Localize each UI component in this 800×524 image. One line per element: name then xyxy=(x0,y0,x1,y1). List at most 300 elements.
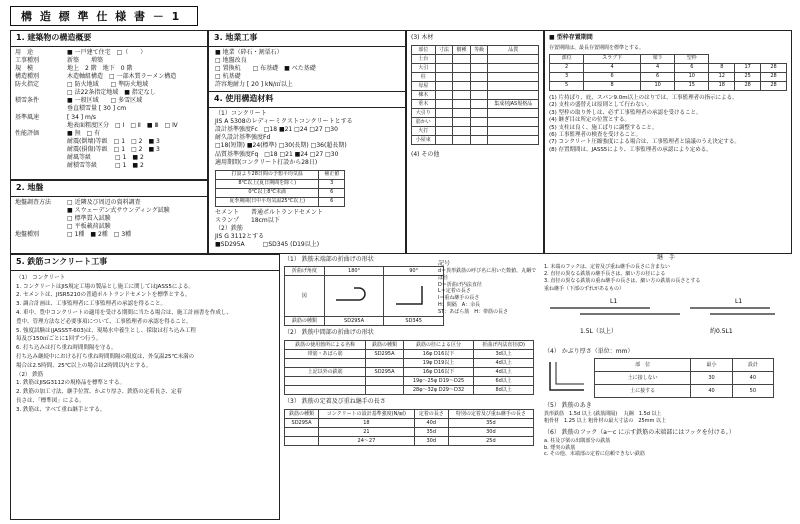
cover-table xyxy=(594,358,774,398)
hook-title: （6） 鉄筋のフック（a〜c に示す鉄筋の末端部にはフックを付ける。） xyxy=(544,428,735,436)
table-header: 部 位 xyxy=(595,359,691,372)
table-row xyxy=(412,64,539,73)
list-item: 2. 鉄筋の加工寸法、継手位置、かぶり厚さ、鉄筋の定着長さ、定着 xyxy=(16,389,183,396)
list-item: □ 地盤改良 xyxy=(215,56,247,64)
bend-shape-table xyxy=(284,266,444,326)
lap-joint-diagram xyxy=(540,293,780,343)
table-cell xyxy=(470,55,488,64)
overview-list xyxy=(11,47,207,172)
cover-diagram xyxy=(544,358,588,398)
row-value: 耐積雪等級 □ 1 ■ 2 xyxy=(67,162,144,170)
table-cell: 4d以上 xyxy=(474,359,534,368)
list-item: JIS A 5308のレディーミクストコンクリートとする xyxy=(215,118,353,126)
table-row xyxy=(412,118,539,127)
section-rc-work xyxy=(10,254,280,520)
gap-list xyxy=(540,411,792,425)
wood-table xyxy=(411,45,539,145)
joint-sub: 重ね継手（下部のずれがあるもの） xyxy=(544,286,625,293)
table-cell xyxy=(470,73,488,82)
table-cell: 3 xyxy=(319,179,345,188)
section-ground xyxy=(10,180,208,254)
section-heading: 1. 建築物の構造概要 xyxy=(11,31,207,47)
row-value: □ 法22条指定地域 ■ 指定なし xyxy=(67,89,156,97)
list-item: 粗骨材 1.25 以上 粗骨材の最大寸法の 25mm 以上 xyxy=(544,418,667,425)
foundation-list xyxy=(209,47,405,91)
table-cell xyxy=(435,136,453,145)
table-cell xyxy=(470,127,488,136)
list-item xyxy=(15,114,203,122)
list-item: a. 柱及び梁の出隅部分の鉄筋 xyxy=(544,437,611,444)
list-item xyxy=(15,130,203,138)
table-row xyxy=(285,359,534,368)
table-header: 特別の定着及び重ね継手の長さ xyxy=(448,410,533,419)
table-cell: SD295A xyxy=(366,350,404,359)
row-value: ■ 一戸建て住宅 □（ ） xyxy=(67,48,147,56)
list-item: 毎及び150㎥ごとに1回ずつ行う。 xyxy=(16,336,102,343)
bend-title-1: （1） 鉄筋末端部の折曲げの形状 xyxy=(284,256,374,263)
other-label: (4) その他 xyxy=(411,151,440,159)
list-item: JIS G 3112とする xyxy=(215,233,265,240)
table-cell xyxy=(488,73,539,82)
hook-90-diagram xyxy=(384,276,444,317)
row-value: ■ スウェーデン式サウンディング試験 xyxy=(67,206,170,214)
table-cell: 4d以上 xyxy=(474,368,534,377)
table-cell: 6 xyxy=(319,188,345,197)
row-label xyxy=(15,122,63,130)
table-row xyxy=(595,385,774,398)
list-item: (8) 存置期間は、JASS5により、工事監理者の承認により定める。 xyxy=(549,146,712,153)
row-value: ■ 一般区域 □ 多雪区域 xyxy=(67,97,143,105)
table-header: 品質 xyxy=(488,46,539,55)
section-heading: 4. 使用構造材料 xyxy=(209,91,405,108)
table-cell xyxy=(435,118,453,127)
table-row xyxy=(285,377,534,386)
table-row xyxy=(216,197,345,206)
table-row xyxy=(412,55,539,64)
list-item: （1）コンクリート xyxy=(215,110,267,118)
table-cell: 28 xyxy=(735,81,761,90)
row-label xyxy=(15,215,63,223)
table-cell xyxy=(435,100,453,109)
table-cell: 16φ D16以下 xyxy=(403,368,473,377)
rc-list xyxy=(11,271,279,418)
row-label: 用 途 xyxy=(15,48,34,56)
table-cell xyxy=(470,82,488,91)
table-cell: 小屋束 xyxy=(412,136,436,145)
list-item: l＝重ね継手の長さ xyxy=(438,295,480,302)
table-header: 寸法 xyxy=(435,46,453,55)
table-cell xyxy=(470,118,488,127)
list-item: ■SD295A □SD345 (D19以上) xyxy=(215,241,320,249)
row-value: □ 近隣及び周辺の資料調査 xyxy=(67,198,141,206)
list-item: 耐久設計基準強度Fd xyxy=(215,134,271,142)
list-item: 1. 末端のフックは、定着及び重ね継手の長さに含まない xyxy=(544,264,671,271)
table-header: 等級 xyxy=(470,46,488,55)
list-item: H：間隔 A：余長 xyxy=(438,301,481,308)
table-row xyxy=(412,82,539,91)
list-item: (4) 継ぎ目は所定の位置とする。 xyxy=(549,117,631,124)
table-row xyxy=(550,63,787,72)
row-label xyxy=(15,207,63,215)
table-cell: 24〜27 xyxy=(319,437,415,446)
list-item: セメント 普通ポルトランドセメント xyxy=(215,208,323,216)
table-header: 最小 xyxy=(691,359,732,372)
table-header: 折曲げ角度 xyxy=(285,267,325,276)
table-cell: 10 xyxy=(641,81,675,90)
table-cell: 8d以上 xyxy=(474,386,534,395)
table-cell: 6 xyxy=(319,197,345,206)
table-row xyxy=(412,100,539,109)
table-cell: 40 xyxy=(732,372,773,385)
table-cell: 4 xyxy=(641,63,675,72)
table-header: コンクリートの設計基準強度(N/㎟) xyxy=(319,410,415,419)
table-cell: 6 xyxy=(675,63,709,72)
table-cell: 垂木 xyxy=(412,100,436,109)
lap-label: L1 xyxy=(735,298,743,306)
section-heading: 2. 地盤 xyxy=(11,181,207,197)
row-label xyxy=(15,138,63,146)
list-item xyxy=(15,215,203,223)
symbols-list xyxy=(438,268,538,315)
row-label: 防火指定 xyxy=(15,81,40,89)
list-item: （1） コンクリート xyxy=(16,274,66,281)
list-item xyxy=(15,223,203,231)
table-header: 梁下 xyxy=(641,54,675,63)
list-item xyxy=(15,199,203,207)
table-cell: 25d xyxy=(448,437,533,446)
table-cell: 28 xyxy=(761,81,787,90)
table-cell xyxy=(453,127,471,136)
list-item: (6) 工事監理者の検査を受けること。 xyxy=(549,131,642,138)
table-header: 設計 xyxy=(732,359,773,372)
hook-list xyxy=(540,438,792,458)
list-item xyxy=(15,146,203,154)
table-cell xyxy=(435,73,453,82)
list-item: □ 杭基礎 xyxy=(215,73,241,81)
list-item xyxy=(15,231,203,239)
table-cell: 夏季期間(日中平均気温25℃以上) xyxy=(216,197,319,206)
table-cell xyxy=(285,428,319,437)
list-item: L＝定着の長さ xyxy=(438,288,471,295)
table-cell xyxy=(435,127,453,136)
table-header: 鉄筋の種類 xyxy=(366,341,404,350)
table-header: 部位 xyxy=(412,46,436,55)
table-header: 鉄筋の種類 xyxy=(285,317,325,326)
table-header: 折曲げ内法直径(D) xyxy=(474,341,534,350)
row-label xyxy=(15,223,63,231)
row-label: 積雪条件 xyxy=(15,97,40,105)
table-header: 鉄筋の種類 xyxy=(285,410,319,419)
row-value: [ 34 ] m/s xyxy=(67,113,97,121)
table-cell xyxy=(366,359,404,368)
table-cell: 棟木 xyxy=(412,91,436,100)
table-cell: 35d xyxy=(414,428,448,437)
row-value: 耐風等級 □ 1 ■ 2 xyxy=(67,154,144,162)
table-row xyxy=(216,179,345,188)
table-cell xyxy=(453,118,471,127)
row-label xyxy=(15,146,63,154)
list-item: 6. 打ち込みは打ち重ね時間間隔を守る。 xyxy=(16,345,117,352)
table-header: 鉄筋の使用箇所による名称 xyxy=(285,341,366,350)
table-row xyxy=(550,81,787,90)
table-cell xyxy=(435,109,453,118)
row-value: □ 1種 ■ 2種 □ 3種 xyxy=(67,231,132,239)
table-cell: 6d以上 xyxy=(474,377,534,386)
ground-list xyxy=(11,197,207,241)
section-heading: 5. 鉄筋コンクリート工事 xyxy=(11,255,279,271)
section-symbols xyxy=(438,260,538,320)
row-value: 垂直積雪量 [ 30 ] cm xyxy=(67,105,127,113)
section-foundation xyxy=(208,30,406,254)
temperature-table xyxy=(215,170,345,207)
list-item: (1) 片持ばり、庇、スパン9.0m以上のはりでは、工事監理者の指示による。 xyxy=(549,94,738,101)
section-heading: 3. 地業工事 xyxy=(209,31,405,47)
list-item: (7) コンクリート圧縮強度による場合は、工事監理者と協議のうえ決定する。 xyxy=(549,139,740,146)
row-value: 耐震(損傷)等級 □ 1 □ 2 ■ 3 xyxy=(67,145,160,153)
list-item: 2. 直径の異なる鉄筋の継手長さは、細い方の径による xyxy=(544,270,666,277)
table-cell xyxy=(453,100,471,109)
list-item: (2) 支柱の盛替えは原則として行わない。 xyxy=(549,102,653,109)
table-row xyxy=(216,188,345,197)
bend-middle-table xyxy=(284,340,534,395)
table-cell: 母屋 xyxy=(412,82,436,91)
table-cell: 28φ〜32φ D29〜D32 xyxy=(403,386,473,395)
table-cell: 19φ〜25φ D19〜D25 xyxy=(403,377,473,386)
list-item: 2. セメントは、JISR5210の普通ポルトランドセメントを標準とする。 xyxy=(16,292,191,299)
table-cell xyxy=(285,359,366,368)
row-label: 地盤調査方法 xyxy=(15,198,52,206)
list-item xyxy=(15,105,203,113)
row-label: 性能評価 xyxy=(15,129,40,137)
hook-180-diagram xyxy=(324,276,384,317)
list-item: □18(短期) ■24(標準) □30(長期) □36(超長期) xyxy=(215,142,347,150)
table-row xyxy=(412,91,539,100)
table-row xyxy=(285,419,534,428)
table-cell: SD295A xyxy=(366,368,404,377)
table-cell: 18 xyxy=(709,81,735,90)
list-item xyxy=(15,154,203,162)
table-cell: 土台 xyxy=(412,55,436,64)
table-cell xyxy=(470,109,488,118)
table-cell: 21 xyxy=(319,428,415,437)
table-cell xyxy=(453,109,471,118)
bend-title-3: （3） 鉄筋の定着及び重ね継手の長さ xyxy=(284,398,386,406)
joint-title: 継 手 xyxy=(656,254,675,261)
table-cell xyxy=(366,377,404,386)
row-label: 地盤種別 xyxy=(15,231,40,239)
table-cell: 8℃以上(夏日期間を除く) xyxy=(216,179,319,188)
row-label xyxy=(15,105,63,113)
table-cell xyxy=(453,64,471,73)
table-cell: 40d xyxy=(414,419,448,428)
table-cell: 4 xyxy=(584,63,641,72)
table-row xyxy=(412,109,539,118)
materials-list xyxy=(209,108,405,169)
row-value: 新築 増築 xyxy=(67,56,104,64)
table-row xyxy=(285,437,534,446)
table-cell: 火打 xyxy=(412,127,436,136)
cement-list xyxy=(209,208,405,250)
row-value: □ 防火地域 □ 準防火地域 xyxy=(67,81,149,89)
row-label: 規 模 xyxy=(15,64,34,72)
list-item xyxy=(15,73,203,81)
table-cell xyxy=(488,136,539,145)
table-header: SD295A xyxy=(324,317,384,326)
table-cell xyxy=(366,386,404,395)
table-cell: 16φ D16以下 xyxy=(403,350,473,359)
formwork-notes xyxy=(545,93,791,156)
list-item: c. その他、末端部の定着に信頼できない鉄筋 xyxy=(544,451,645,458)
table-cell: 5 xyxy=(550,81,584,90)
table-cell xyxy=(453,136,471,145)
table-cell xyxy=(488,82,539,91)
row-value: 地表面粗度区分 □ Ⅰ □ Ⅱ ■ Ⅲ □ Ⅳ xyxy=(67,121,178,129)
list-item: 場合は2.5時間、25℃以上の場合は2時間以内とする。 xyxy=(16,362,152,369)
list-item: ■ 地業（砕石・割栗石） xyxy=(215,48,283,56)
list-item: 3. 調合計画は、工事監理者に工事監理者の承認を得ること。 xyxy=(16,301,166,308)
table-cell xyxy=(285,377,366,386)
list-item: 5. 強度試験は(JASS5T-603)は、現場水中養生とし、採取は打ち込み工程 xyxy=(16,327,196,334)
formwork-heading: ■ 型枠存置期間 xyxy=(549,34,593,41)
table-row xyxy=(550,72,787,81)
table-cell: 2 xyxy=(550,63,584,72)
table-row xyxy=(285,368,534,377)
table-header: 部位 xyxy=(550,54,584,63)
table-cell xyxy=(453,55,471,64)
table-header: 樹種 xyxy=(453,46,471,55)
list-item: 1. コンクリートはJIS規定工場の製品とし施工に関してはJASS5による。 xyxy=(16,283,194,290)
wood-label: (3) 木材 xyxy=(411,34,434,41)
table-cell xyxy=(488,118,539,127)
table-cell: SD295A xyxy=(285,419,319,428)
table-cell: 6 xyxy=(641,72,675,81)
formwork-sub: 存置期間は、最長存置期間を標準とする。 xyxy=(549,45,645,52)
list-item: （2） 鉄筋 xyxy=(16,371,44,378)
table-header: 打設より28日間の予想平均気温 xyxy=(216,170,319,179)
list-item: 長さは、「標準図」による。 xyxy=(16,397,85,404)
list-item: 適用期間(コンクリート打設から28日) xyxy=(215,158,318,166)
table-cell xyxy=(470,64,488,73)
list-item: 品質基準強度Fq □18 □21 ■24 □27 □30 xyxy=(215,150,339,158)
row-value: ■ 無 □ 有 xyxy=(67,129,101,137)
table-row xyxy=(285,386,534,395)
table-cell xyxy=(453,82,471,91)
table-header: スラブ下 xyxy=(584,54,641,63)
table-row xyxy=(412,136,539,145)
formwork-table xyxy=(549,54,787,91)
table-cell: 帯筋・あばら筋 xyxy=(285,350,366,359)
row-value: 木造軸組構造 □ 一部木質ラーメン構造 xyxy=(67,73,177,81)
table-cell xyxy=(453,73,471,82)
table-cell: 18 xyxy=(319,419,415,428)
list-item xyxy=(15,122,203,130)
list-item: 異形鉄筋 1.5d 以上 (鉄筋間隔) 丸鋼 1.5d 以上 xyxy=(544,411,662,418)
list-item: （2）鉄筋 xyxy=(215,224,243,232)
list-item: 1. 鉄筋はJISG3112の規格品を標準とする。 xyxy=(16,380,125,387)
joint-list xyxy=(540,262,792,286)
section-building-overview xyxy=(10,30,208,180)
table-cell xyxy=(453,91,471,100)
list-item xyxy=(15,138,203,146)
table-cell: 40 xyxy=(691,385,732,398)
lap-label: L1 xyxy=(610,298,618,306)
list-item: 4. 車中、豊中コンクリートの適用を受ける期間に当たる場合は、施工計画書を作成し、 xyxy=(16,309,232,316)
table-cell: 28 xyxy=(761,72,787,81)
table-header: 型枠 xyxy=(675,54,709,63)
list-item xyxy=(15,162,203,170)
page-title: 構 造 標 準 仕 様 書 － 1 xyxy=(10,6,198,26)
table-cell: 土に接しない xyxy=(595,372,691,385)
table-cell xyxy=(435,55,453,64)
list-item: (5) 支柱は良く、施工ばりに調整すること。 xyxy=(549,124,658,131)
table-cell: 3 xyxy=(550,72,584,81)
lap-label: 1.5L（以上） xyxy=(580,328,617,336)
list-item xyxy=(15,57,203,65)
row-value: □ 平板載荷試験 xyxy=(67,223,111,231)
table-cell xyxy=(488,127,539,136)
table-cell xyxy=(435,64,453,73)
table-cell: 30d xyxy=(414,437,448,446)
table-cell: 28 xyxy=(761,63,787,72)
table-row xyxy=(412,73,539,82)
table-header: 定着の長さ xyxy=(414,410,448,419)
row-value: 耐震(倒壊)等級 □ 1 □ 2 ■ 3 xyxy=(67,137,160,145)
table-cell: 25 xyxy=(735,72,761,81)
table-cell: 図 xyxy=(285,276,325,317)
table-row xyxy=(285,428,534,437)
table-cell: 15 xyxy=(675,81,709,90)
table-cell: 35d xyxy=(448,419,533,428)
table-row xyxy=(595,372,774,385)
list-item: 設計基準強度Fc □18 ■21 □24 □27 □30 xyxy=(215,126,338,134)
table-cell: 30 xyxy=(691,372,732,385)
table-row xyxy=(412,127,539,136)
table-cell: 3d以上 xyxy=(474,350,534,359)
table-cell xyxy=(435,91,453,100)
gap-title: （5） 鉄筋のあき xyxy=(544,402,592,410)
lap-label: 約0.5L1 xyxy=(710,328,733,336)
bend-title-2: （2） 鉄筋中間部の折曲げの形状 xyxy=(284,329,374,337)
table-cell: 大引り xyxy=(412,109,436,118)
list-item: b. 煙突の鉄筋 xyxy=(544,444,576,451)
row-label xyxy=(15,162,63,170)
list-item: スランプ 18cm以下 xyxy=(215,216,280,224)
table-cell xyxy=(285,386,366,395)
table-cell: 17 xyxy=(735,63,761,72)
table-cell: 0℃以上8℃未満 xyxy=(216,188,319,197)
table-header: 鉄筋の径による区分 xyxy=(403,341,473,350)
table-cell xyxy=(488,109,539,118)
table-cell xyxy=(488,64,539,73)
list-item xyxy=(15,65,203,73)
table-cell: 6 xyxy=(584,72,641,81)
section-wood xyxy=(406,30,544,254)
table-cell: 8 xyxy=(584,81,641,90)
table-cell: 上記以外の鉄筋 xyxy=(285,368,366,377)
table-cell xyxy=(285,437,319,446)
table-row xyxy=(285,350,534,359)
table-header: 補正値 xyxy=(319,170,345,179)
cover-title: （4） かぶり厚さ（単位：mm） xyxy=(544,348,634,356)
table-cell: 30d xyxy=(448,428,533,437)
row-label: 構造種別 xyxy=(15,73,40,81)
list-item xyxy=(15,207,203,215)
table-cell: 土に接する xyxy=(595,385,691,398)
anchor-table xyxy=(284,409,534,446)
list-item: 打ち込み継続中における打ち重ね時間間隔の限度は、外気温25℃未満の xyxy=(16,353,195,360)
table-cell: 50 xyxy=(732,385,773,398)
table-cell: 集成材JAS規格品 xyxy=(488,100,539,109)
